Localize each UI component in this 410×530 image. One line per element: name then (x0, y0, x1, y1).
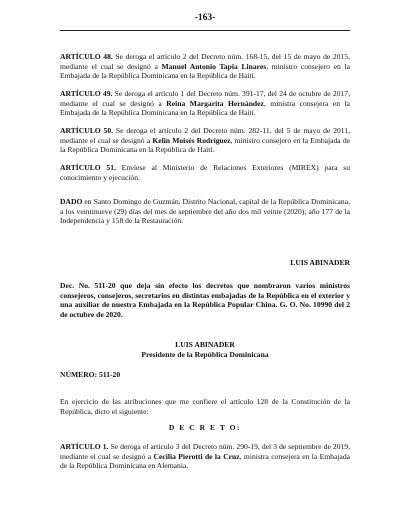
president-title: Presidente de la República Dominicana (141, 350, 269, 359)
president-name: LUIS ABINADER (175, 340, 235, 349)
article-label: ARTÍCULO 1. (60, 442, 109, 451)
decreto-heading: D E C R E T O: (168, 423, 242, 432)
article-49: ARTÍCULO 49. Se deroga el artículo 1 del Decreto núm. 391-17, del 24 de octubre de 2017, mediante el cual se designó a Reina Margarita Hernández, ministra consejera en la Embajada de la República Dominicana en la República de Haití. (60, 89, 351, 118)
preamble: En ejercicio de las atribuciones que me confiere el artículo 128 de la Constitución de la República, dicto el siguiente: (60, 397, 350, 416)
article-1: ARTÍCULO 1. Se deroga el artículo 3 del Decreto núm. 290-19, del 3 de septiembre de 2019, mediante el cual se designó a Cecilia Pierotti de la Cruz, ministra consejera en la Embajada de la República Dominicana en Alemania. (60, 442, 350, 471)
article-label: ARTÍCULO 50. (60, 126, 114, 135)
header-rule (60, 30, 350, 31)
person-name: Manuel Antonio Tapia Linares (161, 61, 267, 71)
person-name: Reina Margarita Hernández (166, 98, 264, 108)
decree-number: NÚMERO: 511-20 (60, 370, 121, 379)
article-label: ARTÍCULO 51. (60, 163, 116, 172)
signature-luis-abinader: LUIS ABINADER (290, 258, 350, 267)
page-number: -163- (194, 13, 216, 23)
article-label: ARTÍCULO 49. (60, 89, 113, 98)
dado-paragraph: DADO en Santo Domingo de Guzmán, Distrito Nacional, capital de la República Dominicana, a los veintinueve (29) días del mes de septiembre del año dos mil veinte (2020); año 177 de la Independencia y 158 de la Restauración. (60, 197, 350, 226)
article-51: ARTÍCULO 51. Envíese al Ministerio de Relaciones Exteriores (MIREX) para su conocimiento y ejecución. (60, 163, 350, 182)
person-name: Cecilia Pierotti de la Cruz (153, 451, 240, 461)
article-label: ARTÍCULO 48. (60, 52, 113, 61)
article-48: ARTÍCULO 48. Se deroga el artículo 2 del Decreto núm. 168-15, del 15 de mayo de 2015, mediante el cual se designó a Manuel Antonio Tapia Linares, ministro consejero en la Embajada de la República Dominicana en la República de Haití. (60, 52, 350, 81)
decree-summary: Dec. No. 511-20 que deja sin efecto los decretos que nombraron varios ministros consejeros, consejeros, secretarios en distintas embajadas de la República en el exterior y una auxiliar de nuestra Embajada en la República Popular China. G. O. No. 10990 del 2 de octubre de 2020. (60, 281, 350, 319)
person-name: Kelin Moisés Rodríguez (152, 135, 231, 145)
article-50: ARTÍCULO 50. Se deroga el artículo 2 del Decreto núm. 282-11, del 5 de mayo de 2011, mediante el cual se designó a Kelin Moisés Rodríguez, ministro consejero en la Embajada de la República Dominicana en la República de Haití. (60, 126, 350, 155)
dado-label: DADO (60, 197, 83, 206)
